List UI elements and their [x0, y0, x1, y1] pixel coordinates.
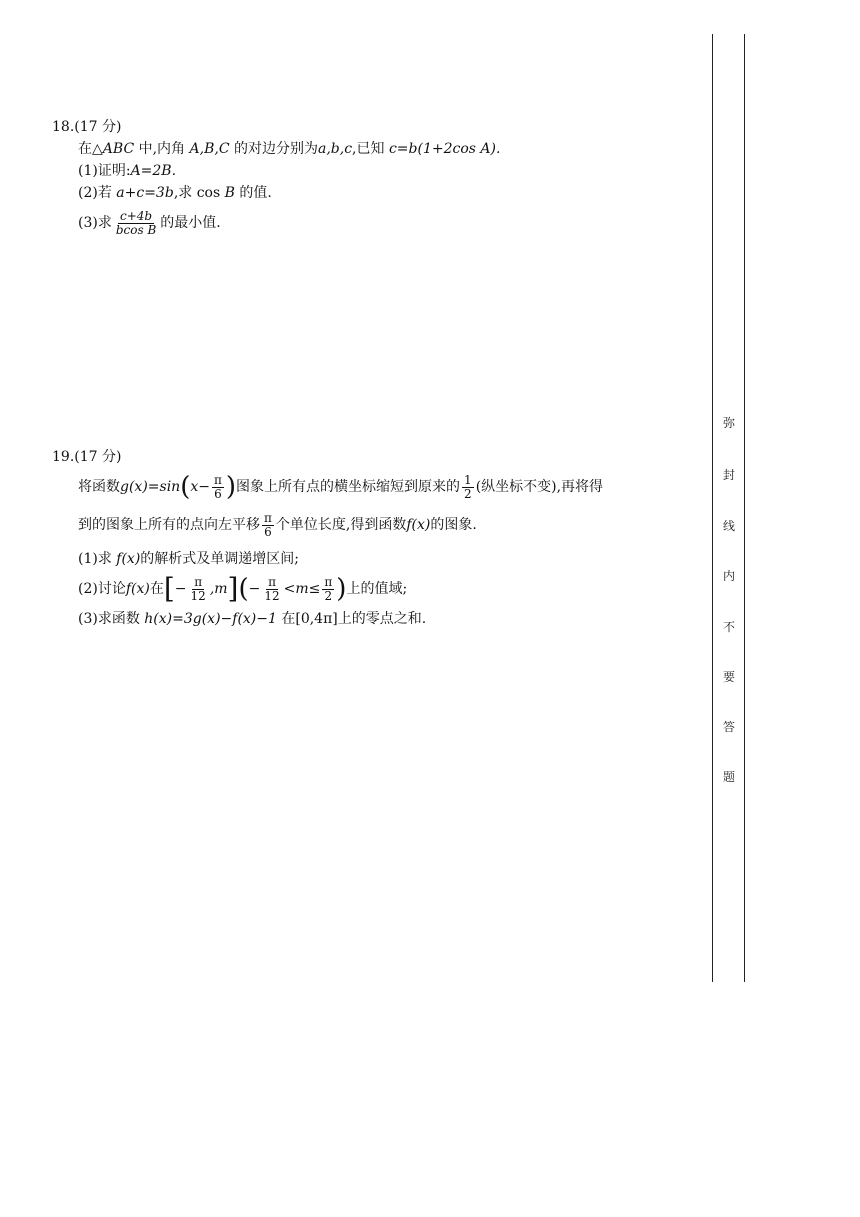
- seal-char: 不: [722, 620, 735, 634]
- fraction: $\frac{c+4b}{\text{bcos B}}$: [115, 208, 157, 237]
- problem-19-header: 19.(17 分): [52, 449, 122, 465]
- seal-char: 答: [722, 720, 735, 734]
- problem-19-part-3: (3)求函数 h(x)=3g(x)−f(x)−1 在[0,4π]上的零点之和.: [78, 611, 427, 627]
- fraction: $\frac{1}{2}$: [464, 472, 472, 501]
- seal-char: 内: [722, 569, 735, 583]
- problem-18: [52, 116, 692, 242]
- problem-19-body: [52, 468, 692, 630]
- seal-char: 弥: [722, 416, 735, 430]
- binding-line-right: [744, 34, 745, 982]
- problem-19: [52, 446, 692, 630]
- seal-char: 题: [722, 770, 735, 784]
- problem-18-part-1: (1)证明:A=2B.: [78, 163, 177, 179]
- problem-18-part-2: (2)若 a+c=3b,求 cos B 的值.: [78, 185, 272, 201]
- seal-char: 线: [722, 519, 735, 533]
- fraction: $\frac{\pi}{12}$: [264, 574, 280, 603]
- problem-18-stem: 在△ABC 中,内角 A,B,C 的对边分别为a,b,c,已知 c=b(1+2cos A).: [78, 141, 501, 157]
- problem-19-stem-line-2: 到的图象上所有的点向左平移 $\frac{\pi}{6}$ 个单位长度,得到函数 f(x) 的图象.: [78, 510, 477, 539]
- seal-char: 封: [722, 468, 735, 482]
- problem-19-stem-line-1: 将函数 g(x)=sin ( x− $\frac{\pi}{6}$ ) 图象上所有点的横坐标缩短到原来的 $\frac{1}{2}$ (纵坐标不变),再将得: [78, 472, 604, 502]
- problem-19-part-1: (1)求 f(x)的解析式及单调递增区间;: [78, 551, 300, 567]
- fraction: $\frac{\pi}{6}$: [264, 510, 272, 539]
- problem-18-header: 18.(17 分): [52, 119, 122, 135]
- problem-18-part-3: (3)求 $\frac{c+4b}{\text{bcos B}}$ 的最小值.: [78, 208, 221, 237]
- problem-19-part-2: (2)讨论 f(x) 在 [ − $\frac{\pi}{12}$ ,m ] ( − $\frac{\pi}{12}$ <m≤ $\frac{\pi}{2}$ ) 上的值域;: [78, 572, 408, 605]
- fraction: $\frac{\pi}{6}$: [214, 472, 222, 501]
- fraction: $\frac{\pi}{2}$: [324, 574, 333, 603]
- fraction: $\frac{\pi}{12}$: [190, 574, 206, 603]
- seal-char: 要: [722, 670, 735, 684]
- problem-18-body: [52, 138, 692, 242]
- binding-line-left: [712, 34, 713, 982]
